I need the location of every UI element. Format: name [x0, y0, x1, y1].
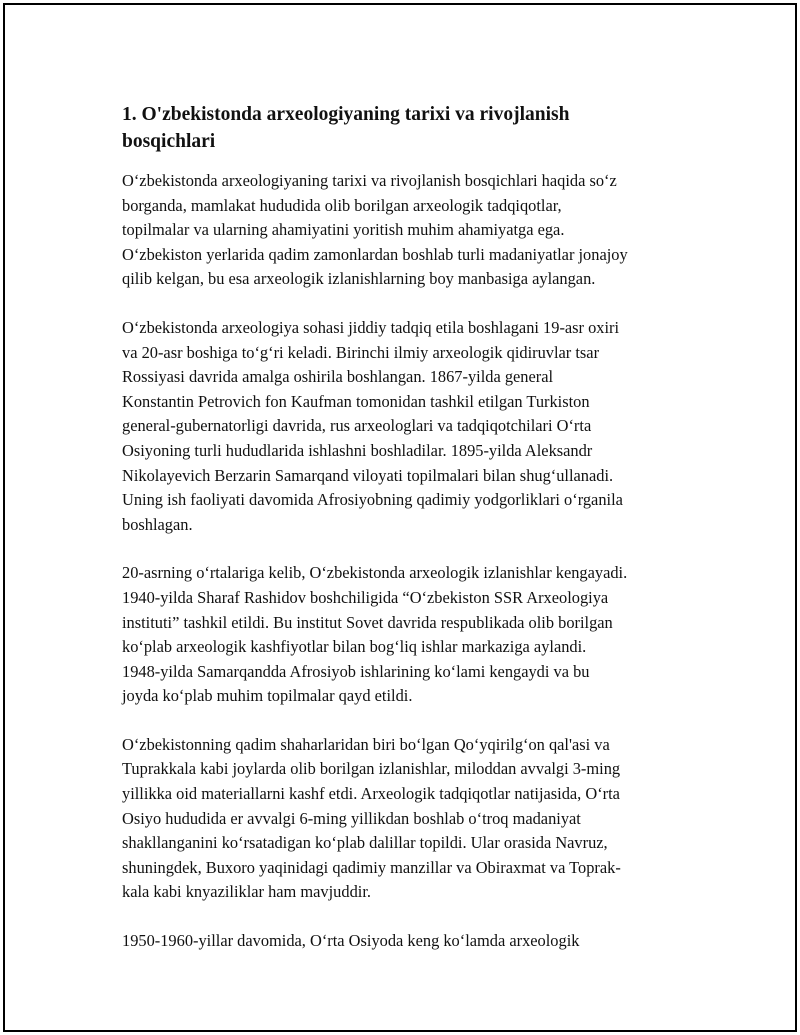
text-line: shakllanganini ko‘rsatadigan ko‘plab dalillar topildi. Ular orasida Navruz,	[122, 833, 608, 853]
text-line: borganda, mamlakat hududida olib borilgan arxeologik tadqiqotlar,	[122, 195, 562, 215]
text-line: Nikolayevich Berzarin Samarqand viloyati topilmalari bilan shug‘ullanadi.	[122, 465, 614, 485]
text-line: 1940-yilda Sharaf Rashidov boshchiligida “O‘zbekiston SSR Arxeologiya	[122, 587, 609, 607]
paragraph-2	[122, 316, 697, 537]
text-line: joyda ko‘plab muhim topilmalar qayd etildi.	[122, 686, 413, 706]
text-line: ko‘plab arxeologik kashfiyotlar bilan bog‘liq ishlar markaziga aylandi.	[122, 637, 587, 657]
paragraph-1	[122, 169, 697, 292]
text-line: Uning ish faoliyati davomida Afrosiyobning qadimiy yodgorliklari o‘rganila	[122, 490, 623, 510]
heading-line: 1. O'zbekistonda arxeologiyaning tarixi va rivojlanish	[122, 104, 570, 125]
document-body	[122, 101, 697, 978]
paragraph-5	[122, 929, 697, 954]
text-line: O‘zbekistonning qadim shaharlaridan biri bo‘lgan Qo‘yqirilg‘on qal'asi va	[122, 734, 610, 754]
text-line: kala kabi knyaziliklar ham mavjuddir.	[122, 882, 371, 902]
paragraph-4	[122, 733, 697, 905]
text-line: Tuprakkala kabi joylarda olib borilgan izlanishlar, miloddan avvalgi 3-ming	[122, 759, 621, 779]
text-line: O‘zbekiston yerlarida qadim zamonlardan boshlab turli madaniyatlar jonajoy	[122, 244, 628, 264]
text-line: O‘zbekistonda arxeologiya sohasi jiddiy tadqiq etila boshlagani 19-asr oxiri	[122, 317, 620, 337]
text-line: Konstantin Petrovich fon Kaufman tomonidan tashkil etilgan Turkiston	[122, 391, 590, 411]
text-line: shuningdek, Buxoro yaqinidagi qadimiy manzillar va Obiraxmat va Toprak-	[122, 857, 621, 877]
text-line: boshlagan.	[122, 514, 193, 534]
heading-line: bosqichlari	[122, 131, 216, 152]
text-line: 20-asrning o‘rtalariga kelib, O‘zbekistonda arxeologik izlanishlar kengayadi.	[122, 563, 628, 583]
text-line: general-gubernatorligi davrida, rus arxeologlari va tadqiqotchilari O‘rta	[122, 416, 592, 436]
text-line: Rossiyasi davrida amalga oshirila boshlangan. 1867-yilda general	[122, 367, 554, 387]
page-frame	[3, 3, 797, 1032]
text-line: 1950-1960-yillar davomida, O‘rta Osiyoda keng ko‘lamda arxeologik	[122, 931, 580, 951]
text-line: Osiyoning turli hududlarida ishlashni boshladilar. 1895-yilda Aleksandr	[122, 440, 593, 460]
text-line: O‘zbekistonda arxeologiyaning tarixi va rivojlanish bosqichlari haqida so‘z	[122, 171, 617, 190]
paragraph-3	[122, 561, 697, 709]
section-heading	[122, 101, 697, 155]
text-line: qilib kelgan, bu esa arxeologik izlanishlarning boy manbasiga aylangan.	[122, 269, 596, 289]
text-line: instituti” tashkil etildi. Bu institut Sovet davrida respublikada olib borilgan	[122, 612, 613, 632]
text-line: topilmalar va ularning ahamiyatini yoritish muhim ahamiyatga ega.	[122, 220, 565, 240]
text-line: yillikka oid materiallarni kashf etdi. Arxeologik tadqiqotlar natijasida, O‘rta	[122, 784, 620, 804]
text-line: 1948-yilda Samarqandda Afrosiyob ishlarining ko‘lami kengaydi va bu	[122, 661, 590, 681]
text-line: Osiyo hududida er avvalgi 6-ming yillikdan boshlab o‘troq madaniyat	[122, 808, 581, 828]
text-line: va 20-asr boshiga to‘g‘ri keladi. Birinchi ilmiy arxeologik qidiruvlar tsar	[122, 342, 600, 362]
